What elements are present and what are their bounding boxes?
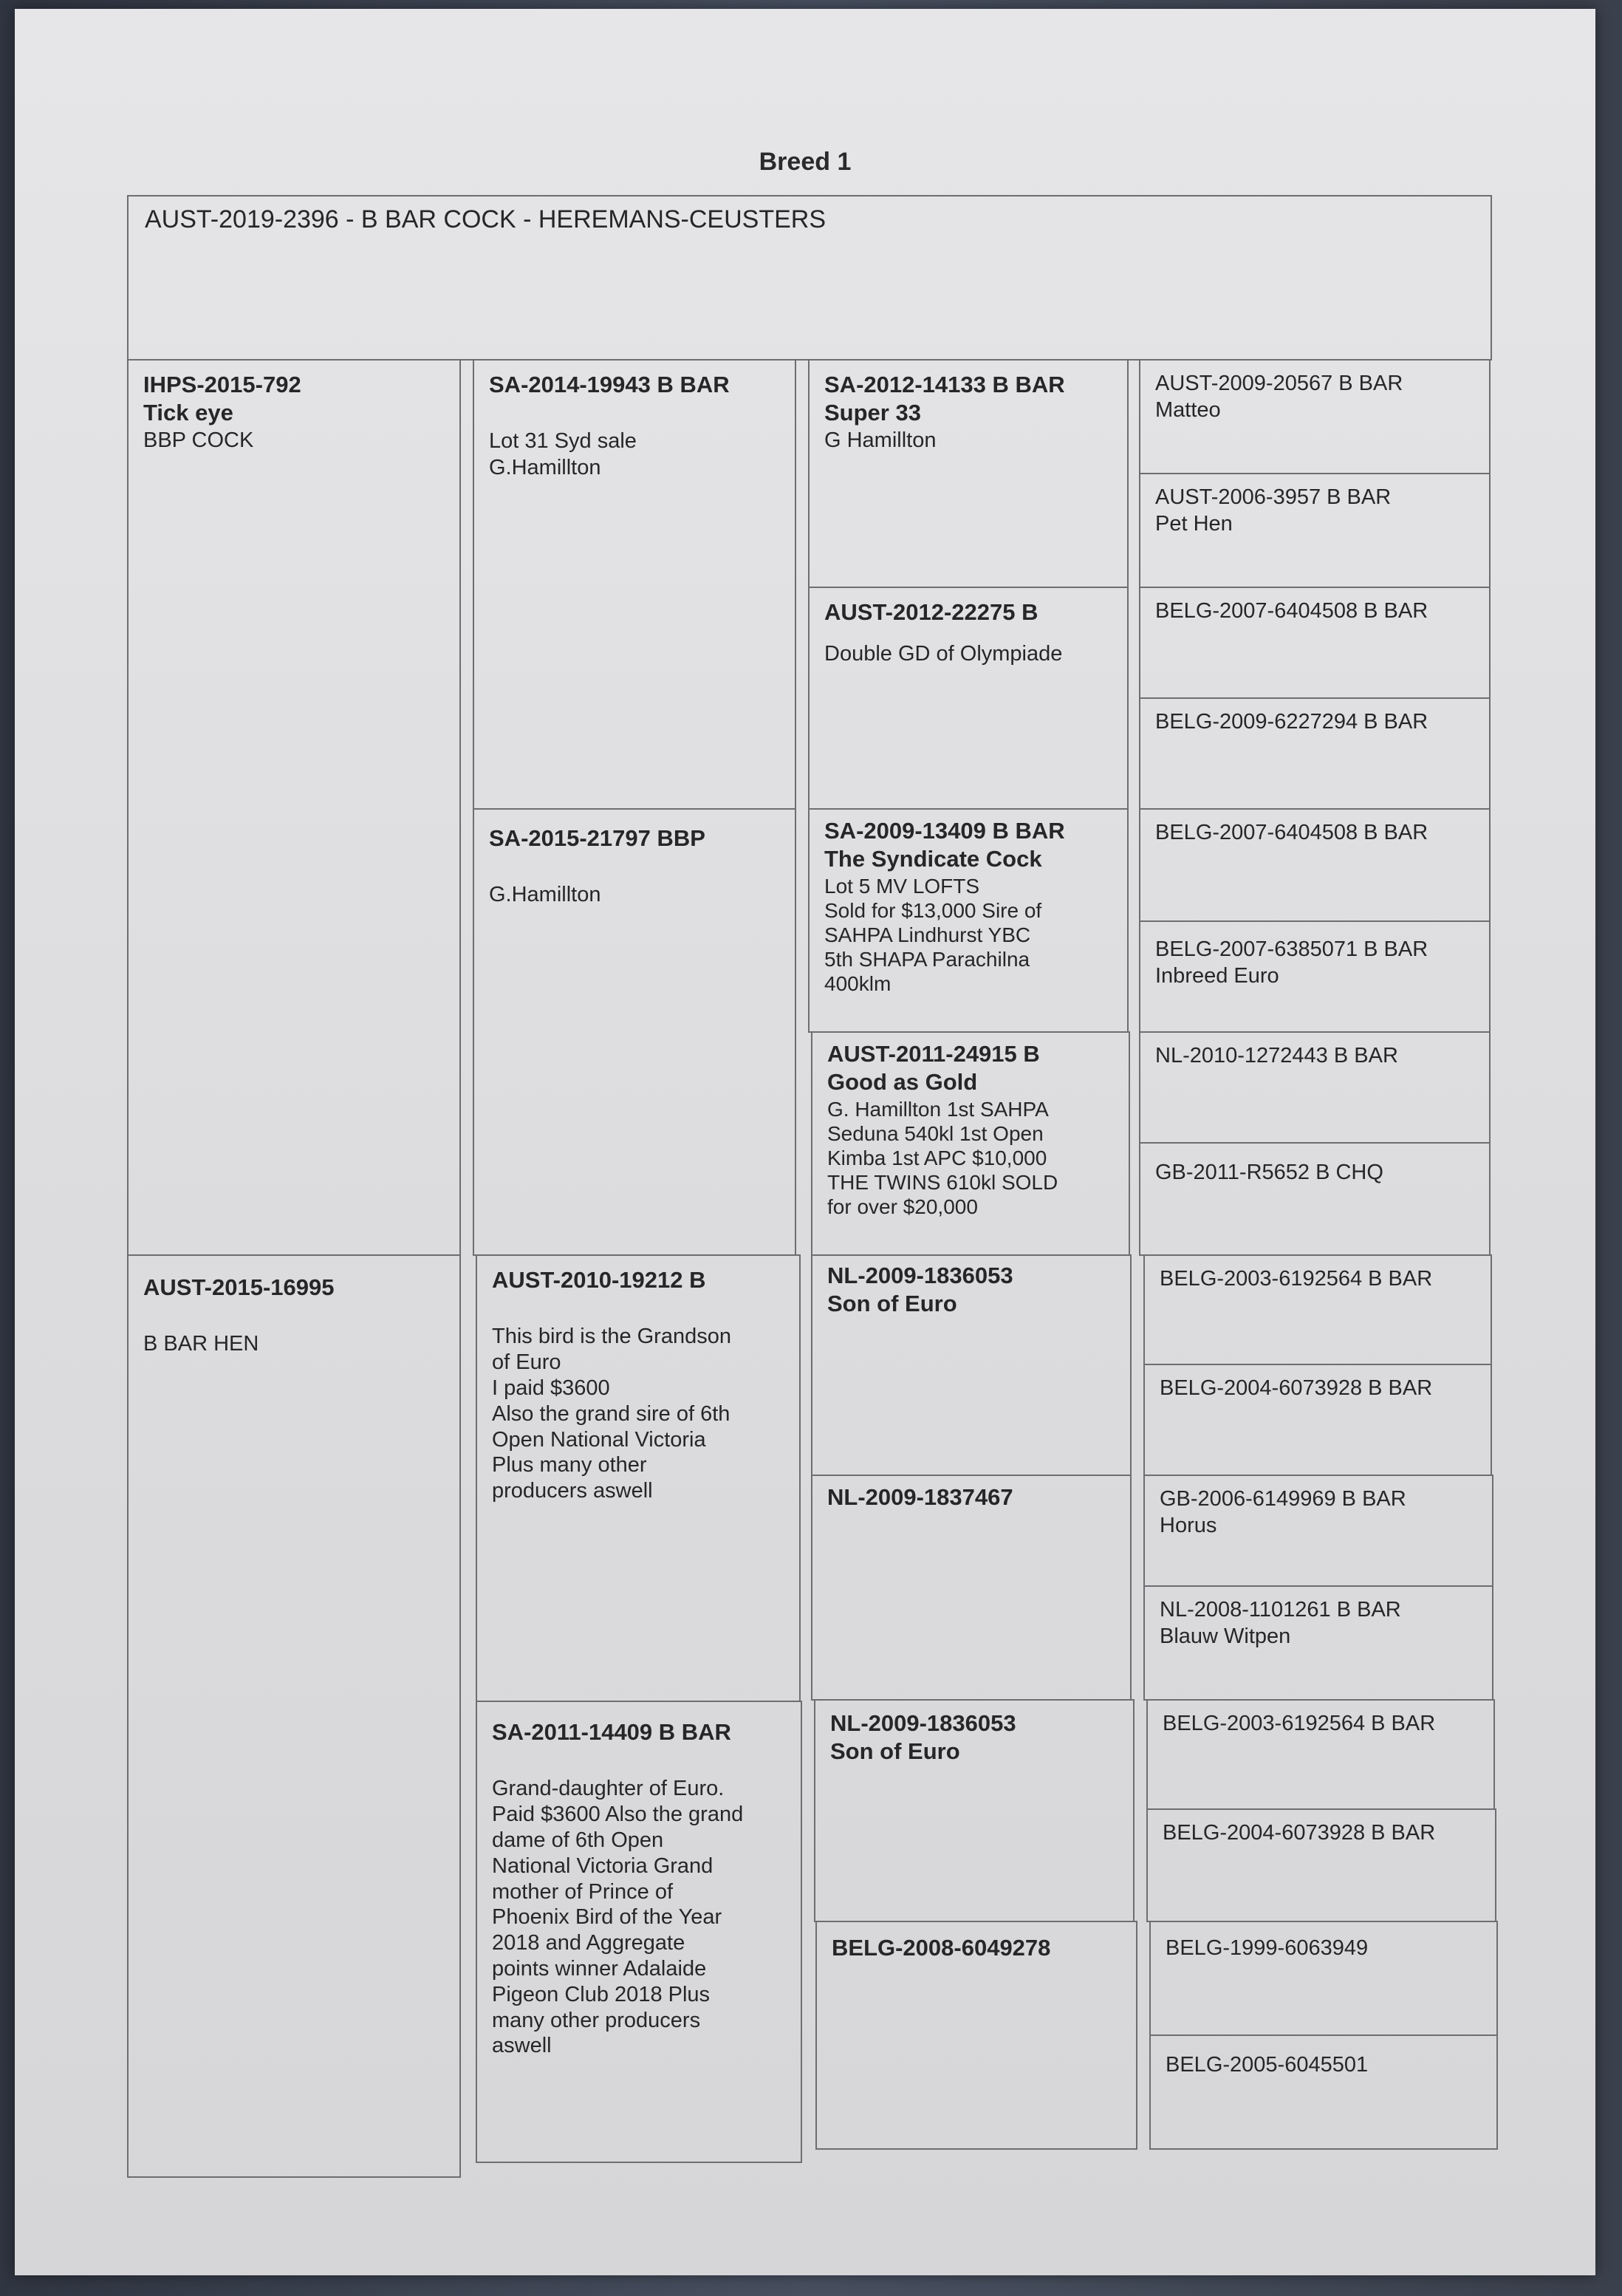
gen4-cell-15 — [1149, 1921, 1498, 2036]
gen3-cell-1 — [808, 359, 1129, 588]
gen4-cell-2 — [1139, 473, 1491, 588]
gen3-cell-6 — [811, 1475, 1132, 1701]
gen3-cell-2 — [808, 587, 1129, 810]
gen3-ring-7: NL-2009-1836053 — [830, 1710, 1016, 1736]
gen4-cell-3 — [1139, 587, 1491, 699]
gen4-ring-16: BELG-2005-6045501 — [1166, 2053, 1369, 2077]
gen4-ring-12: NL-2008-1101261 B BAR — [1160, 1598, 1401, 1622]
gen4-cell-14 — [1146, 1808, 1496, 1922]
gen4-ring-15: BELG-1999-6063949 — [1166, 1936, 1369, 1960]
gen3-name-1: Super 33 — [824, 400, 921, 426]
gen2-cell-1 — [473, 359, 796, 810]
gen3-cell-4 — [811, 1031, 1130, 1256]
gen2-cell-4 — [476, 1701, 802, 2163]
gen2-cell-3 — [476, 1254, 801, 1702]
gen3-note-4: G. Hamillton 1st SAHPA Seduna 540kl 1st Open Kimba 1st APC $10,000 THE TWINS 610kl SOLD for over $20,000 — [827, 1097, 1058, 1218]
gen3-cell-3 — [808, 808, 1129, 1033]
sire-ring: IHPS-2015-792 — [143, 372, 301, 397]
gen4-cell-16 — [1149, 2034, 1498, 2150]
dam-cell — [127, 1254, 461, 2178]
sire-name: Tick eye — [143, 400, 233, 426]
gen4-cell-7 — [1139, 1031, 1491, 1144]
gen3-note-3: Lot 5 MV LOFTS Sold for $13,000 Sire of SAHPA Lindhurst YBC 5th SHAPA Parachilna 400klm — [824, 874, 1042, 995]
gen2-ring-3: AUST-2010-19212 B — [492, 1267, 706, 1293]
gen4-ring-1: AUST-2009-20567 B BAR — [1155, 372, 1403, 395]
gen3-note-2: Double GD of Olympiade — [824, 642, 1063, 666]
gen3-name-5: Son of Euro — [827, 1291, 957, 1317]
gen4-note-2: Pet Hen — [1155, 511, 1233, 536]
dam-note: B BAR HEN — [143, 1332, 259, 1356]
gen4-ring-6: BELG-2007-6385071 B BAR — [1155, 937, 1428, 961]
gen4-note-6: Inbreed Euro — [1155, 963, 1279, 988]
gen4-ring-13: BELG-2003-6192564 B BAR — [1163, 1712, 1436, 1735]
sire-cell — [127, 359, 461, 1256]
gen2-note-1: Lot 31 Syd sale G.Hamillton — [489, 429, 637, 480]
subject-bird: AUST-2019-2396 - B BAR COCK - HEREMANS-CEUSTERS — [145, 205, 827, 233]
gen3-name-7: Son of Euro — [830, 1738, 960, 1765]
gen3-ring-5: NL-2009-1836053 — [827, 1263, 1013, 1288]
gen3-ring-6: NL-2009-1837467 — [827, 1484, 1013, 1510]
gen2-ring-2: SA-2015-21797 BBP — [489, 825, 705, 851]
gen4-note-12: Blauw Witpen — [1160, 1624, 1291, 1648]
gen3-cell-5 — [811, 1254, 1132, 1476]
gen3-ring-8: BELG-2008-6049278 — [832, 1935, 1051, 1961]
gen3-ring-3: SA-2009-13409 B BAR — [824, 818, 1065, 844]
gen3-cell-7 — [814, 1699, 1135, 1922]
gen4-ring-3: BELG-2007-6404508 B BAR — [1155, 599, 1428, 623]
gen2-ring-4: SA-2011-14409 B BAR — [492, 1719, 731, 1745]
gen2-cell-2 — [473, 808, 796, 1256]
page-title: Breed 1 — [759, 148, 852, 176]
gen4-ring-10: BELG-2004-6073928 B BAR — [1160, 1376, 1433, 1400]
gen2-ring-1: SA-2014-19943 B BAR — [489, 372, 730, 397]
gen4-cell-8 — [1139, 1142, 1491, 1256]
gen4-cell-11 — [1143, 1475, 1493, 1587]
gen3-cell-8 — [815, 1921, 1137, 2150]
gen2-note-3: This bird is the Grandson of Euro I paid $3600 Also the grand sire of 6th Open National Victoria Plus many other producers aswell — [492, 1325, 731, 1503]
gen4-ring-14: BELG-2004-6073928 B BAR — [1163, 1821, 1436, 1845]
gen3-ring-1: SA-2012-14133 B BAR — [824, 372, 1065, 397]
gen4-cell-6 — [1139, 920, 1491, 1033]
gen2-note-2: G.Hamillton — [489, 883, 601, 907]
gen4-ring-4: BELG-2009-6227294 B BAR — [1155, 710, 1428, 734]
dam-ring: AUST-2015-16995 — [143, 1274, 335, 1300]
gen4-cell-13 — [1146, 1699, 1495, 1810]
gen4-cell-4 — [1139, 697, 1491, 810]
gen4-cell-1 — [1139, 359, 1491, 474]
gen4-cell-10 — [1143, 1364, 1492, 1476]
gen4-cell-9 — [1143, 1254, 1492, 1365]
gen4-ring-5: BELG-2007-6404508 B BAR — [1155, 821, 1428, 844]
gen4-cell-5 — [1139, 808, 1491, 922]
gen3-name-3: The Syndicate Cock — [824, 846, 1042, 872]
gen4-ring-7: NL-2010-1272443 B BAR — [1155, 1044, 1398, 1067]
gen4-cell-12 — [1143, 1585, 1493, 1701]
gen4-note-11: Horus — [1160, 1513, 1217, 1537]
gen3-ring-4: AUST-2011-24915 B — [827, 1041, 1040, 1067]
sire-note: BBP COCK — [143, 428, 254, 452]
gen4-ring-9: BELG-2003-6192564 B BAR — [1160, 1267, 1433, 1291]
gen4-ring-11: GB-2006-6149969 B BAR — [1160, 1487, 1406, 1511]
gen2-note-4: Grand-daughter of Euro. Paid $3600 Also the grand dame of 6th Open National Victoria Grand mother of Prince of Phoenix Bird of the Year 2018 and Aggregate points winner Adalaide Pigeon Club 2018 Plus many other producers aswell — [492, 1777, 744, 2058]
gen3-name-4: Good as Gold — [827, 1069, 978, 1096]
gen3-note-1: G Hamillton — [824, 428, 937, 452]
gen4-note-1: Matteo — [1155, 397, 1221, 422]
gen4-ring-2: AUST-2006-3957 B BAR — [1155, 485, 1392, 509]
gen4-ring-8: GB-2011-R5652 B CHQ — [1155, 1161, 1383, 1184]
gen3-ring-2: AUST-2012-22275 B — [824, 599, 1038, 625]
